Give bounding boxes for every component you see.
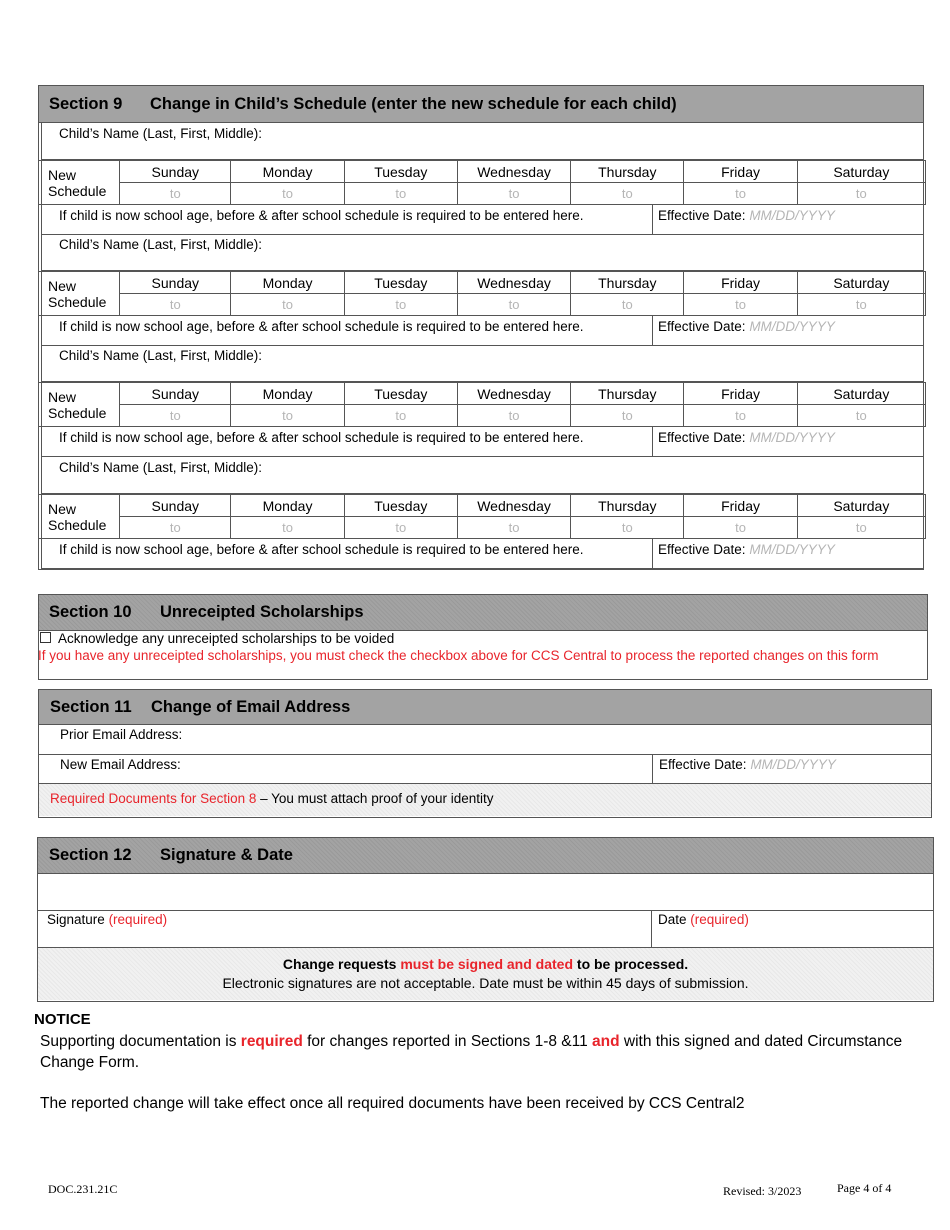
day-header-thursday: Thursday [571,495,684,517]
school-age-note-text: If child is now school age, before & after school schedule is required to be entered here. [59,542,584,557]
time-field-tuesday[interactable]: to [344,183,457,205]
effective-date-placeholder: MM/DD/YYYY [750,757,836,772]
note-part3: to be processed. [573,956,689,972]
signature-text: Signature [47,912,105,927]
effective-date-field[interactable] [653,205,923,235]
time-field-monday[interactable]: to [231,183,344,205]
child-name-label: Child’s Name (Last, First, Middle): [59,348,263,363]
new-schedule-label [39,495,120,539]
day-header-wednesday: Wednesday [457,495,570,517]
new-schedule-label [39,272,120,316]
signature-label [47,912,167,927]
effective-date-label [658,319,835,334]
day-header-saturday: Saturday [797,272,925,294]
time-field-thursday[interactable]: to [571,294,684,316]
time-field-thursday[interactable]: to [571,517,684,539]
effective-date-text: Effective Date: [658,319,746,334]
day-header-sunday: Sunday [120,495,231,517]
section12-number: Section 12 [49,846,132,864]
time-field-sunday[interactable]: to [120,517,231,539]
section9-header [38,85,924,123]
signature-notice-box [38,948,933,1000]
effective-date-placeholder: MM/DD/YYYY [749,542,835,557]
day-header-monday: Monday [231,383,344,405]
time-field-saturday[interactable]: to [797,294,925,316]
new-schedule-label-line1: New [48,277,77,294]
time-field-wednesday[interactable]: to [457,183,570,205]
time-field-friday[interactable]: to [684,405,797,427]
unreceipted-scholarships-checkbox[interactable] [40,632,51,643]
schedule-table [38,160,926,205]
time-field-wednesday[interactable]: to [457,294,570,316]
school-age-note [42,316,653,346]
effective-date-placeholder: MM/DD/YYYY [749,430,835,445]
time-field-saturday[interactable]: to [797,517,925,539]
new-email-row[interactable] [39,755,653,784]
school-age-note-text: If child is now school age, before & after school schedule is required to be entered here. [59,208,584,223]
schedule-table [38,494,926,539]
new-schedule-label-line2: Schedule [48,516,107,533]
day-header-thursday: Thursday [571,161,684,183]
child-name-label: Child’s Name (Last, First, Middle): [59,126,263,141]
section11-body [38,724,932,818]
new-schedule-label-line1: New [48,388,77,405]
effective-date-text: Effective Date: [658,430,746,445]
effective-date-placeholder: MM/DD/YYYY [749,208,835,223]
schedule-table [38,382,926,427]
notice-p1-c: for changes reported in Sections 1-8 &11 [302,1033,593,1050]
day-header-thursday: Thursday [571,383,684,405]
required-docs-text [50,791,494,806]
day-header-saturday: Saturday [797,161,925,183]
time-field-tuesday[interactable]: to [344,517,457,539]
time-field-sunday[interactable]: to [120,294,231,316]
day-header-friday: Friday [684,495,797,517]
day-header-tuesday: Tuesday [344,495,457,517]
effective-date-field[interactable] [653,427,923,457]
time-field-sunday[interactable]: to [120,405,231,427]
day-header-wednesday: Wednesday [457,161,570,183]
time-field-saturday[interactable]: to [797,405,925,427]
date-label [658,912,749,927]
child-name-field[interactable] [42,456,923,494]
section10-title: Unreceipted Scholarships [160,603,364,621]
time-field-monday[interactable]: to [231,294,344,316]
notice-p1-required: required [240,1033,303,1050]
date-field[interactable] [652,911,933,948]
required-docs-rest: – You must attach proof of your identity [256,791,494,806]
new-schedule-label-line1: New [48,500,77,517]
email-effective-date-label [659,757,836,772]
effective-date-label [658,430,835,445]
child-name-label: Child’s Name (Last, First, Middle): [59,460,263,475]
section11-header [38,689,932,725]
section9-title: Change in Child’s Schedule (enter the new schedule for each child) [150,94,677,113]
prior-email-row[interactable] [39,724,931,755]
footer-page-number: Page 4 of 4 [837,1181,892,1195]
note-part1: Change requests [282,956,401,972]
required-docs-red: Required Documents for Section 8 [50,791,257,806]
time-field-tuesday[interactable]: to [344,294,457,316]
footer-doc-id: DOC.231.21C [48,1182,118,1196]
new-schedule-label-line2: Schedule [48,404,107,421]
day-header-sunday: Sunday [120,161,231,183]
day-header-thursday: Thursday [571,272,684,294]
time-field-friday[interactable]: to [684,517,797,539]
effective-date-text: Effective Date: [659,757,747,772]
notice-paragraph-2: The reported change will take effect once all required documents have been received by CCS Central2 [40,1095,745,1112]
section12-header [37,837,934,874]
date-required: (required) [690,912,749,927]
scholarship-warning: If you have any unreceipted scholarships, you must check the checkbox above for CCS Central to process the reported changes on this form [38,648,879,663]
schedule-table [38,271,926,316]
child-name-field[interactable] [42,233,923,271]
time-field-saturday[interactable]: to [797,183,925,205]
prior-email-label: Prior Email Address: [60,727,183,742]
day-header-wednesday: Wednesday [457,272,570,294]
time-field-thursday[interactable]: to [571,405,684,427]
section12-title: Signature & Date [160,846,293,864]
time-field-friday[interactable]: to [684,183,797,205]
effective-date-label [658,542,835,557]
effective-date-text: Effective Date: [658,208,746,223]
required-docs-note [39,784,931,816]
effective-date-field[interactable] [653,316,923,346]
school-age-note-text: If child is now school age, before & after school schedule is required to be entered here. [59,319,584,334]
time-field-monday[interactable]: to [231,405,344,427]
notice-p1-and: and [592,1033,620,1050]
note-part2: must be signed and dated [400,956,574,972]
notice-p1-a: Supporting documentation is [40,1033,241,1050]
day-header-friday: Friday [684,272,797,294]
section10-number: Section 10 [49,603,132,621]
time-field-wednesday[interactable]: to [457,517,570,539]
new-schedule-label [39,383,120,427]
child-name-label: Child’s Name (Last, First, Middle): [59,237,263,252]
day-header-friday: Friday [684,161,797,183]
time-field-sunday[interactable]: to [120,183,231,205]
day-header-saturday: Saturday [797,383,925,405]
new-schedule-label-line2: Schedule [48,182,107,199]
time-field-thursday[interactable]: to [571,183,684,205]
new-email-label: New Email Address: [60,757,181,772]
child-name-field[interactable] [42,122,923,160]
time-field-friday[interactable]: to [684,294,797,316]
day-header-sunday: Sunday [120,383,231,405]
day-header-sunday: Sunday [120,272,231,294]
time-field-monday[interactable]: to [231,517,344,539]
section11-title: Change of Email Address [151,697,351,716]
signature-required: (required) [108,912,168,927]
section9-number: Section 9 [49,94,123,113]
signature-field[interactable] [38,911,652,948]
signature-entry-space[interactable] [38,873,933,911]
new-schedule-label-line2: Schedule [48,293,107,310]
school-age-note-text: If child is now school age, before & after school schedule is required to be entered here. [59,430,584,445]
day-header-tuesday: Tuesday [344,272,457,294]
section12-body [37,873,934,1002]
new-schedule-label [39,161,120,205]
footer-revised: Revised: 3/2023 [723,1184,802,1198]
day-header-monday: Monday [231,272,344,294]
day-header-tuesday: Tuesday [344,383,457,405]
signature-notice-line2: Electronic signatures are not acceptable. Date must be within 45 days of submission. [222,975,749,991]
child-name-field[interactable] [42,344,923,382]
notice-heading: NOTICE [34,1011,91,1028]
time-field-wednesday[interactable]: to [457,405,570,427]
effective-date-placeholder: MM/DD/YYYY [749,319,835,334]
effective-date-text: Effective Date: [658,542,746,557]
section10-header [38,594,928,631]
date-text: Date [658,912,687,927]
day-header-monday: Monday [231,161,344,183]
signature-notice-line1 [38,956,933,972]
effective-date-label [658,208,835,223]
section10-body [38,630,928,680]
notice-p1-e: with this signed and dated Circumstance Change Form. [40,1033,903,1071]
new-schedule-label-line1: New [48,166,77,183]
notice-paragraph-1 [40,1031,920,1073]
school-age-note [42,205,653,235]
day-header-tuesday: Tuesday [344,161,457,183]
day-header-wednesday: Wednesday [457,383,570,405]
day-header-monday: Monday [231,495,344,517]
checkbox-label: Acknowledge any unreceipted scholarships to be voided [58,631,395,646]
school-age-note [42,539,653,569]
time-field-tuesday[interactable]: to [344,405,457,427]
day-header-saturday: Saturday [797,495,925,517]
section11-number: Section 11 [50,697,132,716]
school-age-note [42,427,653,457]
day-header-friday: Friday [684,383,797,405]
email-effective-date-field[interactable] [653,755,931,784]
effective-date-field[interactable] [653,539,923,569]
